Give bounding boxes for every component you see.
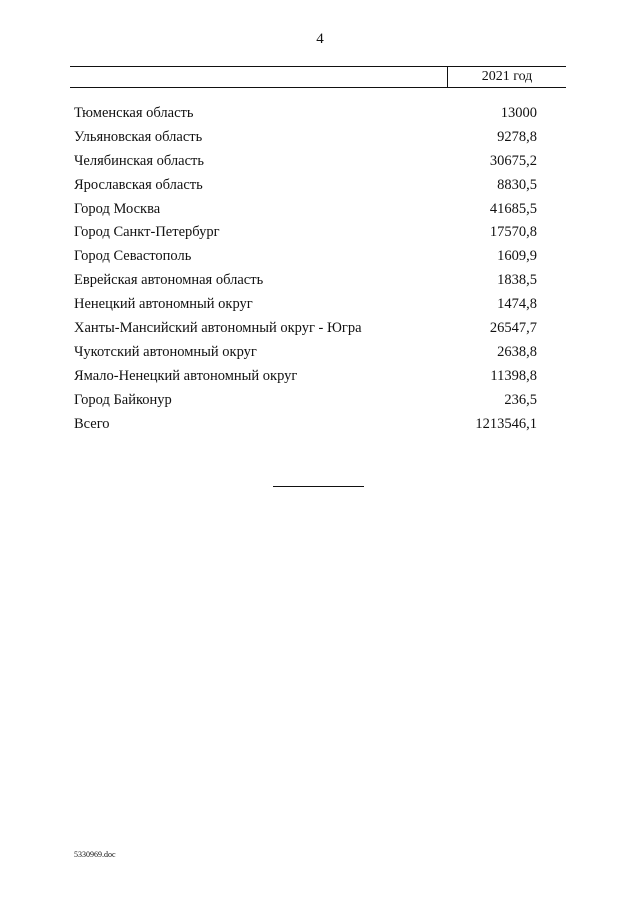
region-value: 1474,8: [497, 296, 537, 313]
region-value: 9278,8: [497, 128, 537, 145]
table-row: [74, 342, 544, 366]
table-row: [74, 318, 544, 342]
table-row: [74, 151, 544, 175]
region-name: Город Севастополь: [74, 248, 192, 265]
region-name: Город Москва: [74, 200, 161, 217]
region-value: 2638,8: [497, 343, 537, 360]
region-value: 17570,8: [489, 224, 537, 241]
total-value: 1213546,1: [475, 415, 537, 432]
table-row: [74, 294, 544, 318]
total-row: [74, 414, 544, 438]
table-row: [74, 127, 544, 151]
end-of-document-rule: [273, 486, 364, 487]
region-value: 1838,5: [497, 272, 537, 289]
table-row: [74, 270, 544, 294]
table-row: [74, 199, 544, 223]
region-name: Ярославская область: [74, 176, 203, 193]
region-value: 236,5: [504, 391, 537, 408]
table-row: [74, 390, 544, 414]
region-value: 13000: [500, 105, 537, 121]
region-value: 8830,5: [497, 176, 537, 193]
region-name: Город Санкт-Петербург: [74, 224, 220, 241]
data-table: [74, 103, 544, 437]
region-name: Еврейская автономная область: [74, 272, 264, 289]
region-value: 26547,7: [489, 320, 537, 337]
table-row: [74, 103, 544, 127]
region-name: Чукотский автономный округ: [74, 343, 257, 360]
year-column-header: 2021 год: [481, 69, 533, 84]
table-row: [74, 366, 544, 390]
region-name: Тюменская область: [74, 105, 194, 121]
table-row: [74, 222, 544, 246]
table-row: [74, 175, 544, 199]
document-filename: 5330969.doc: [74, 850, 116, 859]
region-name: Челябинская область: [74, 152, 204, 169]
table-header: [70, 66, 566, 88]
region-value: 30675,2: [489, 152, 537, 169]
region-name: Город Байконур: [74, 391, 172, 408]
region-name: Ульяновская область: [74, 128, 203, 145]
table-row: [74, 246, 544, 270]
region-name: Ненецкий автономный округ: [74, 296, 253, 313]
region-value: 41685,5: [489, 200, 537, 217]
total-label: Всего: [74, 415, 110, 432]
region-name: Ханты-Мансийский автономный округ - Югра: [74, 320, 362, 337]
region-value: 11398,8: [490, 367, 537, 384]
region-value: 1609,9: [497, 248, 537, 265]
page-number: 4: [316, 31, 324, 47]
region-name: Ямало-Ненецкий автономный округ: [74, 367, 298, 384]
